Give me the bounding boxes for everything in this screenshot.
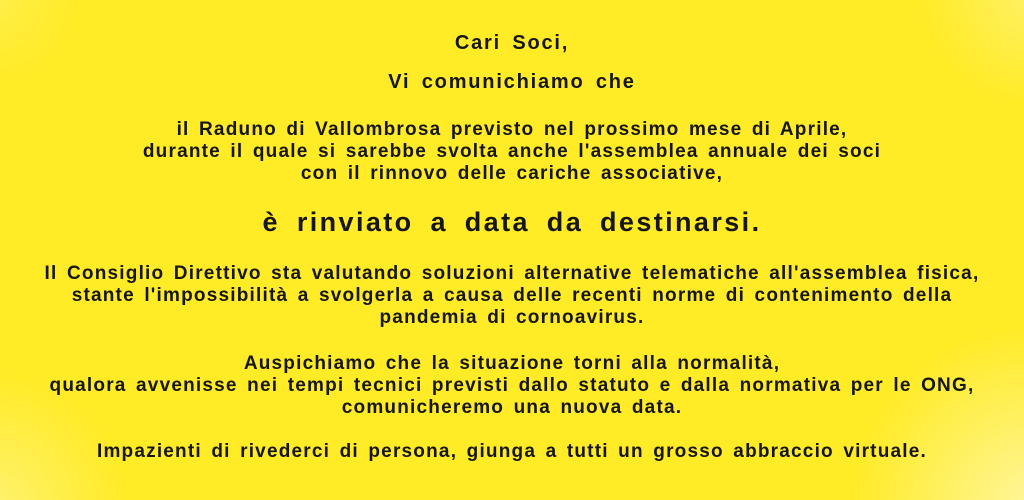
- reason-line-3: pandemia di cornoavirus.: [379, 307, 645, 328]
- closing-paragraph: [0, 441, 1024, 463]
- hope-line-1: Auspichiamo che la situazione torni alla normalità,: [243, 353, 781, 374]
- event-paragraph: [0, 119, 1024, 185]
- hope-line-2: qualora avvenisse nei tempi tecnici previsti dallo statuto e dalla normativa per le ONG,: [49, 375, 975, 396]
- event-line-3: con il rinnovo delle cariche associative,: [300, 163, 724, 184]
- event-line-1: il Raduno di Vallombrosa previsto nel prossimo mese di Aprile,: [176, 119, 848, 140]
- closing-line: Impazienti di rivederci di persona, giunga a tutti un grosso abbraccio virtuale.: [96, 441, 928, 462]
- salutation-text: Cari Soci,: [454, 32, 570, 54]
- postponement-headline: è rinviato a data da destinarsi.: [262, 207, 762, 237]
- reason-line-1: Il Consiglio Direttivo sta valutando soluzioni alternative telematiche all'assemblea fisica,: [44, 263, 980, 284]
- reason-paragraph: [0, 263, 1024, 329]
- intro-text: Vi comunichiamo che: [388, 71, 636, 93]
- hope-line-3: comunicheremo una nuova data.: [341, 397, 683, 418]
- reason-line-2: stante l'impossibilità a svolgerla a causa delle recenti norme di contenimento della: [71, 285, 953, 306]
- hope-paragraph: [0, 353, 1024, 419]
- event-line-2: durante il quale si sarebbe svolta anche l'assemblea annuale dei soci: [142, 141, 882, 162]
